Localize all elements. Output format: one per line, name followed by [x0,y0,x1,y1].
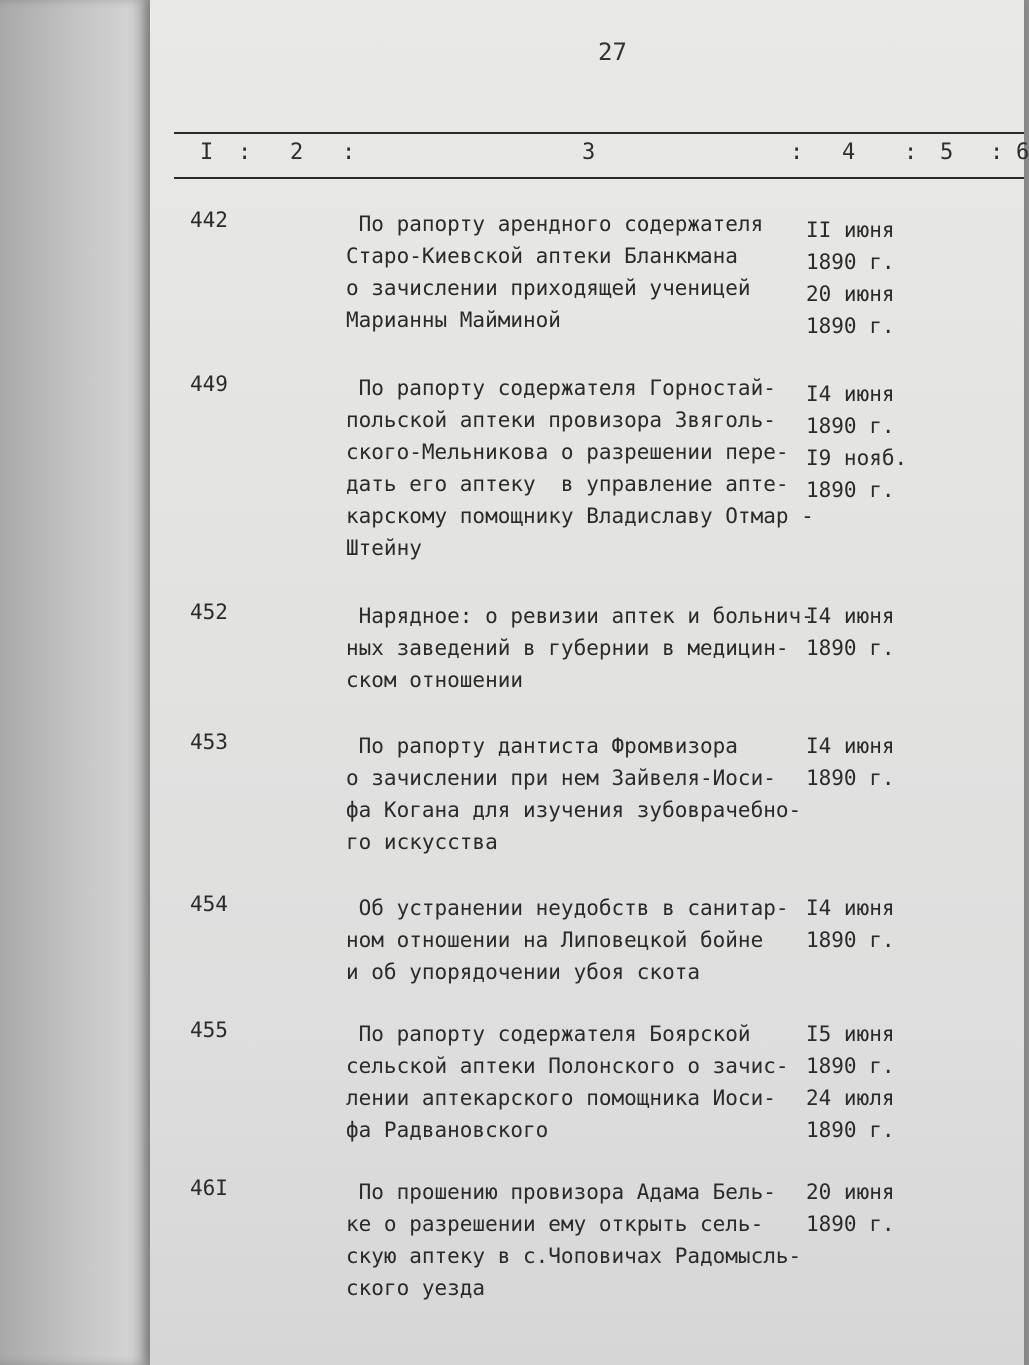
entry-number: 455 [190,1018,228,1042]
description-line: лении аптекарского помощника Иоси- [346,1086,776,1110]
date-line: 24 июля [806,1086,895,1110]
date-line: 1890 г. [806,314,895,338]
description-line: скую аптеку в с.Чоповичах Радомысль- [346,1244,802,1268]
date-line: I4 июня [806,382,895,406]
description-line: По рапорту содержателя Горностай- [346,376,776,400]
date-line: 1890 г. [806,766,895,790]
description-line: фа Когана для изучения зубоврачебно- [346,798,802,822]
description-line: Старо-Киевской аптеки Бланкмана [346,244,738,268]
column-header-4: 4 [842,140,856,165]
description-line: дать его аптеку в управление апте- [346,472,789,496]
description-line: Штейну [346,536,422,560]
date-line: 1890 г. [806,928,895,952]
entry-description [346,892,806,988]
header-rule-bottom [174,177,1024,179]
date-line: 1890 г. [806,636,895,660]
entry-number: 449 [190,372,228,396]
column-separator: : [790,140,804,165]
entry-number: 453 [190,730,228,754]
entry-description [346,1176,806,1304]
entry-dates [806,214,1021,342]
column-header-row [174,140,1029,172]
entry-number: 442 [190,208,228,232]
description-line: Об устранении неудобств в санитар- [346,896,789,920]
description-line: карскому помощнику Владиславу Отмар - [346,504,814,528]
description-line: ского-Мельникова о разрешении пере- [346,440,789,464]
entry-description [346,1018,806,1146]
description-line: о зачислении при нем Зайвеля-Иоси- [346,766,776,790]
date-line: 1890 г. [806,1054,895,1078]
description-line: Марианны Майминой [346,308,561,332]
entry-dates [806,1176,1021,1240]
entry-description [346,730,806,858]
date-line: I5 июня [806,1022,895,1046]
column-header-3: 3 [582,140,596,165]
description-line: ном отношении на Липовецкой бойне [346,928,764,952]
description-line: По рапорту содержателя Боярской [346,1022,751,1046]
description-line: По рапорту дантиста Фромвизора [346,734,738,758]
entry-dates [806,1018,1021,1146]
column-header-5: 5 [940,140,954,165]
entry-dates [806,378,1021,506]
entry-number: 454 [190,892,228,916]
page-number: 27 [598,38,627,66]
description-line: го искусства [346,830,498,854]
entry-description [346,600,814,696]
column-header-2: 2 [290,140,304,165]
entry-description [346,208,806,336]
date-line: I4 июня [806,604,895,628]
column-separator: : [904,140,918,165]
entry-number: 46I [190,1176,228,1200]
date-line: 1890 г. [806,478,895,502]
description-line: о зачислении приходящей ученицей [346,276,751,300]
entry-dates [806,892,1021,956]
description-line: По прошению провизора Адама Бель- [346,1180,776,1204]
description-line: Нарядное: о ревизии аптек и больнич- [346,604,814,628]
entry-number: 452 [190,600,228,624]
description-line: ке о разрешении ему открыть сель- [346,1212,764,1236]
header-rule-top [174,132,1024,134]
date-line: 1890 г. [806,1118,895,1142]
date-line: I4 июня [806,896,895,920]
entry-description [346,372,814,564]
description-line: ском отношении [346,668,524,692]
column-separator: : [238,140,252,165]
date-line: I4 июня [806,734,895,758]
date-line: I9 нояб. [806,446,908,470]
description-line: ных заведений в губернии в медицин- [346,636,789,660]
column-header-6: 6 [1016,140,1029,165]
description-line: польской аптеки провизора Звяголь- [346,408,776,432]
description-line: ского уезда [346,1276,486,1300]
date-line: 20 июня [806,282,895,306]
description-line: По рапорту арендного содержателя [346,212,764,236]
entry-dates [806,600,1021,664]
column-separator: : [990,140,1004,165]
date-line: 1890 г. [806,250,895,274]
entry-dates [806,730,1021,794]
column-separator: : [342,140,356,165]
date-line: 1890 г. [806,414,895,438]
previous-page-edge [0,0,150,1365]
column-header-1: I [200,140,214,165]
description-line: и об упорядочении убоя скота [346,960,701,984]
date-line: II июня [806,218,895,242]
date-line: 20 июня [806,1180,895,1204]
description-line: фа Радвановского [346,1118,549,1142]
date-line: 1890 г. [806,1212,895,1236]
document-page [150,0,1029,1365]
description-line: сельской аптеки Полонского о зачис- [346,1054,789,1078]
